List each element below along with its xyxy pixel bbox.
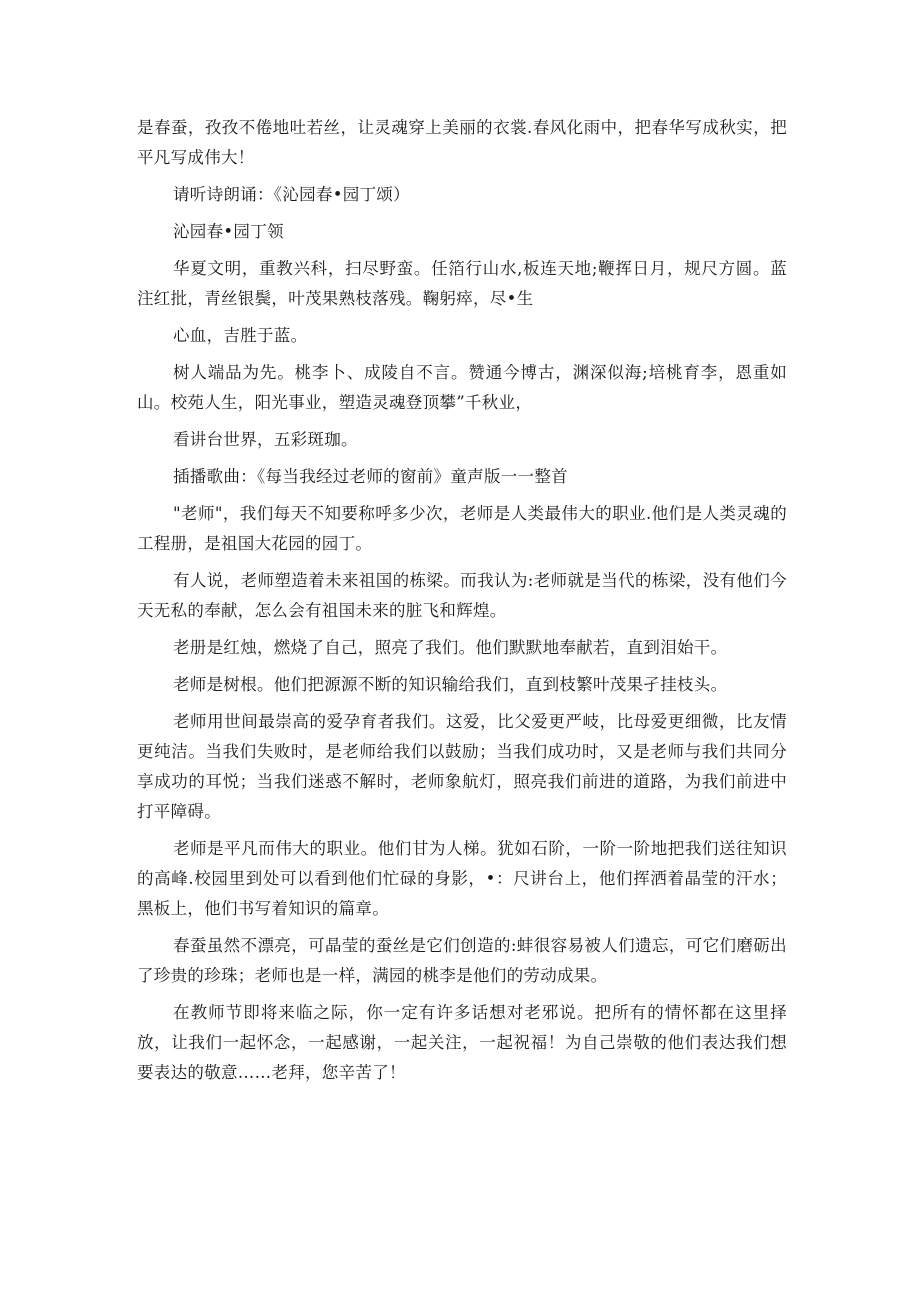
paragraph: 请听诗朗诵：《沁园春•园丁颂）	[173, 185, 410, 204]
poem-title: 沁园春•园丁领	[173, 222, 284, 241]
paragraph: 老师用世间最崇高的爱孕育者我们。这爱，比父爱更严岐，比母爱更细微，比友情更纯洁。当我们失败时，是老师给我们以鼓励；当我们成功时，又是老师与我们共同分享成功的耳悦；当我们迷惑不解时，老师象航灯，照亮我们前进的道路，为我们前进中打平障碍。	[137, 712, 787, 821]
document-body	[137, 113, 787, 1095]
paragraph: "老师"，我们每天不知要称呼多少次，老师是人类最伟大的职业.他们是人类灵魂的工程册，是祖国大花园的园丁。	[137, 504, 787, 553]
paragraph: 是春蚕，孜孜不倦地吐若丝，让灵魂穿上美丽的衣裳.春风化雨中，把春华写成秋实，把平凡写成伟大！	[137, 118, 787, 167]
paragraph: 插播歌曲：《每当我经过老师的窗前》童声版一一整首	[173, 467, 568, 486]
paragraph: 树人端品为先。桃李卜、成陵自不言。赞通今博古，渊深似海;培桃育李，恩重如山。校苑人生，阳光事业，塑造灵魂登顶攀”千秋业，	[137, 363, 787, 412]
paragraph: 春蚕虽然不漂亮，可晶莹的蚕丝是它们创造的:蚌很容易被人们遗忘，可它们磨砺出了珍贵的珍珠；老师也是一样，满园的桃李是他们的劳动成果。	[137, 936, 787, 985]
paragraph: 看讲台世界，五彩斑珈。	[173, 430, 358, 449]
paragraph: 有人说，老师塑造着未来祖国的栋梁。而我认为:老师就是当代的栋梁，没有他们今天无私的奉献，怎么会有祖国未来的脏飞和辉煌。	[137, 571, 787, 620]
paragraph: 心血，吉胜于蓝。	[173, 326, 308, 345]
paragraph: 老师是平凡而伟大的职业。他们甘为人梯。犹如石阶，一阶一阶地把我们送往知识的高峰.校园里到处可以看到他们忙碌的身影，•：尺讲台上，他们挥洒着晶莹的汗水；黑板上，他们书写着知识的篇章。	[137, 839, 787, 918]
paragraph: 老师是树根。他们把源源不断的知识输给我们，直到枝繁叶茂果孑挂枝头。	[173, 675, 728, 694]
paragraph: 华夏文明，重教兴科，扫尽野蛮。任箔行山水,板连天地;鞭挥日月，规尺方圆。蓝注红批，青丝银鬓，叶茂果熟枝落残。鞠躬瘁，尽•生	[137, 259, 787, 308]
paragraph: 老册是红烛，燃烧了自己，照亮了我们。他们默默地奉献若，直到泪始干。	[173, 638, 728, 657]
paragraph: 在教师节即将来临之际，你一定有许多话想对老邪说。把所有的情怀都在这里择放，让我们一起怀念，一起感谢，一起关注，一起祝福！为自己崇敬的他们表达我们想要表达的敬意……老拜，您辛苦了！	[137, 1003, 787, 1082]
